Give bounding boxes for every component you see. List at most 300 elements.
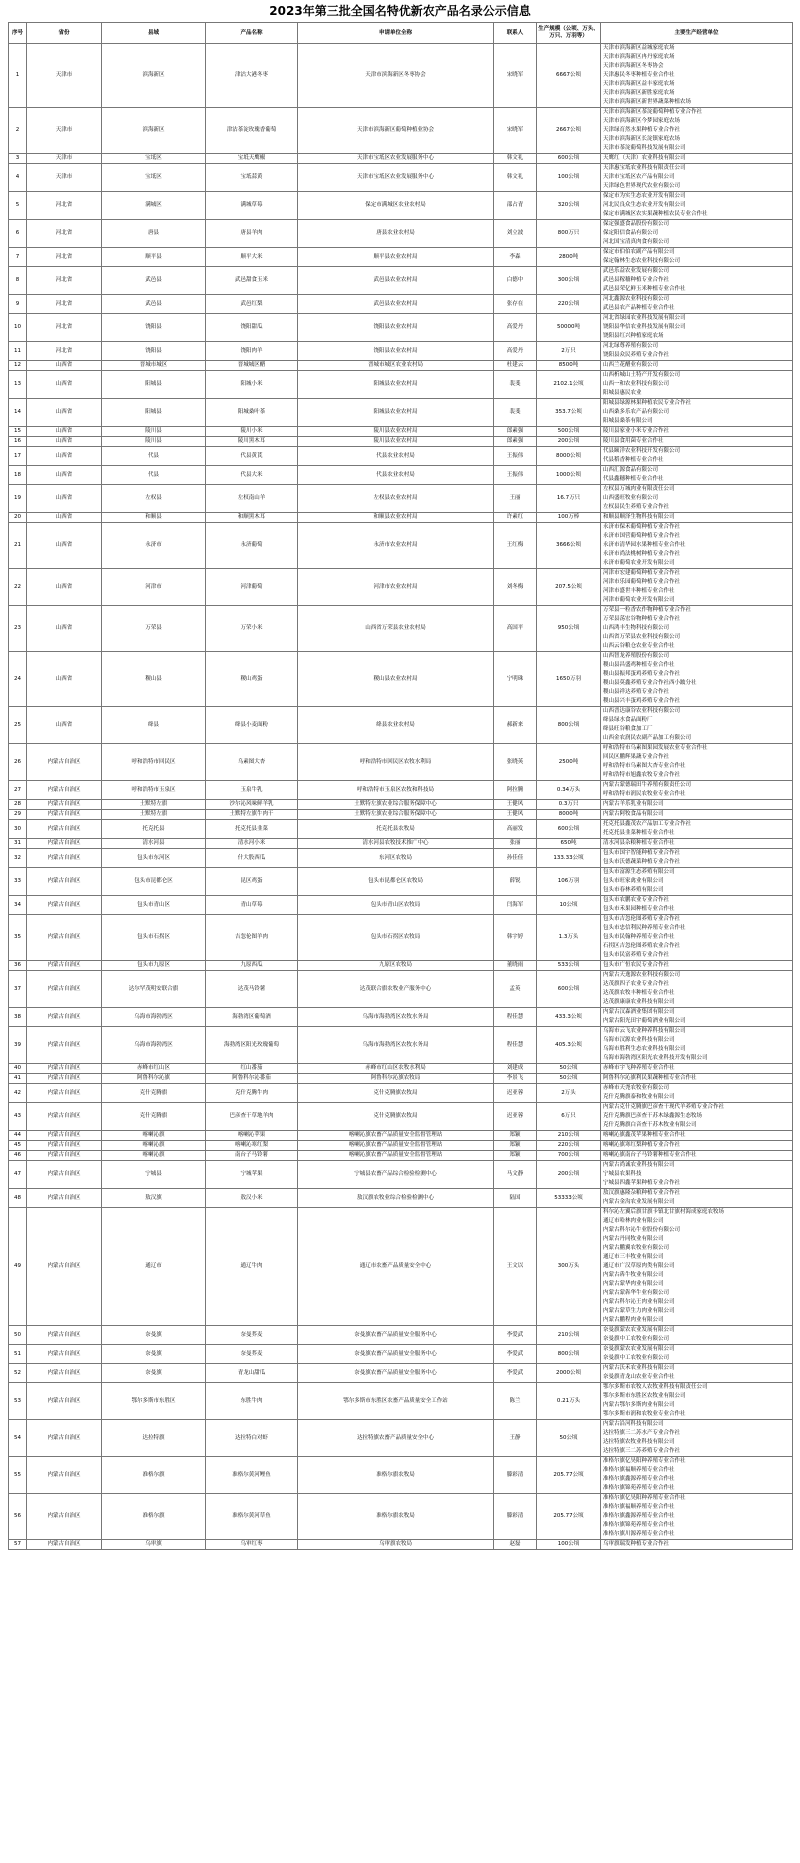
table-row bbox=[9, 606, 793, 652]
cell-scale: 8000吨 bbox=[537, 810, 601, 820]
cell-scale: 3666公顷 bbox=[537, 523, 601, 569]
cell-scale: 50000吨 bbox=[537, 314, 601, 342]
cell-units bbox=[601, 248, 793, 267]
table-row bbox=[9, 652, 793, 707]
unit-name: 内蒙古鹏翼农牧业有限公司 bbox=[603, 1245, 670, 1251]
cell-units bbox=[601, 447, 793, 466]
cell-no: 26 bbox=[9, 744, 27, 781]
cell-product: 乌审红枣 bbox=[206, 1540, 298, 1550]
cell-units bbox=[601, 267, 793, 295]
cell-county: 唐县 bbox=[102, 220, 206, 248]
cell-county: 准格尔旗 bbox=[102, 1457, 206, 1494]
unit-name: 达拉特旗三二苏养殖专业合作社 bbox=[603, 1448, 681, 1454]
cell-product: 左权南山羊 bbox=[206, 485, 298, 513]
cell-province: 内蒙古自治区 bbox=[27, 1383, 102, 1420]
table-row bbox=[9, 427, 793, 437]
cell-contact: 宁明珠 bbox=[494, 652, 537, 707]
col-header-product: 产品名称 bbox=[206, 23, 298, 44]
cell-units bbox=[601, 839, 793, 849]
col-header-county: 县域 bbox=[102, 23, 206, 44]
table-row bbox=[9, 1383, 793, 1420]
cell-province: 内蒙古自治区 bbox=[27, 1161, 102, 1189]
unit-name: 奈曼旗中工农牧业有限公司 bbox=[603, 1336, 670, 1342]
cell-product: 宝坻天鹰椒 bbox=[206, 154, 298, 164]
unit-name: 阳城县桑茶有限公司 bbox=[603, 418, 653, 424]
col-header-no: 序号 bbox=[9, 23, 27, 44]
cell-county: 永济市 bbox=[102, 523, 206, 569]
cell-product: 奈曼荞麦 bbox=[206, 1326, 298, 1345]
cell-no: 37 bbox=[9, 971, 27, 1008]
table-row bbox=[9, 810, 793, 820]
cell-province: 河北省 bbox=[27, 220, 102, 248]
cell-province: 山西省 bbox=[27, 707, 102, 744]
cell-scale: 500公顷 bbox=[537, 427, 601, 437]
cell-units bbox=[601, 1457, 793, 1494]
unit-name: 准格尔旗川源养殖专业合作社 bbox=[603, 1531, 675, 1537]
table-row bbox=[9, 1103, 793, 1131]
cell-contact: 李景飞 bbox=[494, 1074, 537, 1084]
cell-applicant: 武邑县农业农村局 bbox=[298, 267, 494, 295]
cell-product: 达茂马铃薯 bbox=[206, 971, 298, 1008]
unit-name: 左权县民生养殖专业合作社 bbox=[603, 504, 670, 510]
cell-applicant: 代县农业农村局 bbox=[298, 447, 494, 466]
cell-product: 津沽大港冬枣 bbox=[206, 44, 298, 108]
cell-no: 41 bbox=[9, 1074, 27, 1084]
unit-name: 内蒙古蒙草生力肉业有限公司 bbox=[603, 1308, 675, 1314]
cell-applicant: 土默特左旗农业综合服务保障中心 bbox=[298, 800, 494, 810]
cell-no: 56 bbox=[9, 1494, 27, 1540]
cell-contact: 程佳慧 bbox=[494, 1008, 537, 1027]
cell-province: 内蒙古自治区 bbox=[27, 1103, 102, 1131]
unit-name: 内蒙古鹏程肉业有限公司 bbox=[603, 1317, 664, 1323]
table-row bbox=[9, 896, 793, 915]
cell-no: 15 bbox=[9, 427, 27, 437]
cell-applicant: 晋城市城区农业农村局 bbox=[298, 361, 494, 371]
cell-province: 内蒙古自治区 bbox=[27, 1457, 102, 1494]
cell-county: 陵川县 bbox=[102, 437, 206, 447]
cell-county: 呼和浩特市回民区 bbox=[102, 744, 206, 781]
cell-product: 满城草莓 bbox=[206, 192, 298, 220]
cell-applicant: 奈曼旗农畜产品质量安全服务中心 bbox=[298, 1345, 494, 1364]
table-row bbox=[9, 849, 793, 868]
table-row bbox=[9, 1540, 793, 1550]
cell-no: 4 bbox=[9, 164, 27, 192]
cell-county: 饶阳县 bbox=[102, 342, 206, 361]
cell-contact: 郑颖 bbox=[494, 1131, 537, 1141]
cell-product: 晋城城区醋 bbox=[206, 361, 298, 371]
cell-applicant: 天津市滨海新区冬枣协会 bbox=[298, 44, 494, 108]
unit-name: 天津市滨海新区新胜家庭农场 bbox=[603, 90, 675, 96]
cell-province: 天津市 bbox=[27, 108, 102, 154]
cell-scale: 2500吨 bbox=[537, 744, 601, 781]
unit-name: 鄂尔多斯市东胜区农牧业有限公司 bbox=[603, 1393, 686, 1399]
cell-county: 滨海新区 bbox=[102, 44, 206, 108]
cell-product: 托克托县韭菜 bbox=[206, 820, 298, 839]
cell-product: 永济葡萄 bbox=[206, 523, 298, 569]
cell-scale: 320公顷 bbox=[537, 192, 601, 220]
cell-no: 21 bbox=[9, 523, 27, 569]
unit-name: 绛县旺谷粮食加工厂 bbox=[603, 726, 653, 732]
table-row bbox=[9, 248, 793, 267]
table-row bbox=[9, 513, 793, 523]
table-row bbox=[9, 800, 793, 810]
cell-no: 1 bbox=[9, 44, 27, 108]
cell-product: 玉泉牛乳 bbox=[206, 781, 298, 800]
unit-name: 山西析城山土特产开发有限公司 bbox=[603, 372, 681, 378]
cell-units bbox=[601, 1383, 793, 1420]
cell-county: 包头市东河区 bbox=[102, 849, 206, 868]
cell-contact: 韩宇婷 bbox=[494, 915, 537, 961]
cell-county: 喀喇沁旗 bbox=[102, 1141, 206, 1151]
cell-units bbox=[601, 466, 793, 485]
unit-name: 包头市国宇智能种植专业合作社 bbox=[603, 850, 681, 856]
cell-applicant: 稷山县农业农村局 bbox=[298, 652, 494, 707]
cell-applicant: 清水河县农牧技术推广中心 bbox=[298, 839, 494, 849]
unit-name: 永济市国营葡萄种植专业合作社 bbox=[603, 533, 681, 539]
cell-product: 喀喇沁寒红梨 bbox=[206, 1141, 298, 1151]
cell-units bbox=[601, 961, 793, 971]
cell-no: 53 bbox=[9, 1383, 27, 1420]
unit-name: 天津绿育然水果种植专业合作社 bbox=[603, 127, 681, 133]
cell-scale: 1.3万头 bbox=[537, 915, 601, 961]
cell-county: 阳城县 bbox=[102, 399, 206, 427]
cell-province: 内蒙古自治区 bbox=[27, 1131, 102, 1141]
cell-county: 绛县 bbox=[102, 707, 206, 744]
cell-scale: 2000公顷 bbox=[537, 1364, 601, 1383]
cell-units bbox=[601, 361, 793, 371]
unit-name: 稷山县祥达养殖专业合作社 bbox=[603, 689, 670, 695]
table-row bbox=[9, 523, 793, 569]
cell-contact: 高丽发 bbox=[494, 820, 537, 839]
cell-county: 滨海新区 bbox=[102, 108, 206, 154]
cell-product: 饶阳甜瓜 bbox=[206, 314, 298, 342]
cell-scale: 353.7公顷 bbox=[537, 399, 601, 427]
cell-province: 天津市 bbox=[27, 164, 102, 192]
cell-applicant: 阳城县农业农村局 bbox=[298, 371, 494, 399]
cell-units bbox=[601, 108, 793, 154]
cell-county: 清水河县 bbox=[102, 839, 206, 849]
cell-no: 6 bbox=[9, 220, 27, 248]
cell-product: 九原西瓜 bbox=[206, 961, 298, 971]
cell-product: 敖汉小米 bbox=[206, 1189, 298, 1208]
cell-product: 饶阳肉羊 bbox=[206, 342, 298, 361]
unit-name: 乌海市胜利生态农业科技有限公司 bbox=[603, 1046, 686, 1052]
unit-name: 准格尔旗鑫源养殖专业合作社 bbox=[603, 1476, 675, 1482]
unit-name: 内蒙古克什克腾旗巴彦查干现代羊养殖专业合作社 bbox=[603, 1104, 725, 1110]
cell-units bbox=[601, 781, 793, 800]
cell-units bbox=[601, 800, 793, 810]
table-row bbox=[9, 466, 793, 485]
cell-county: 满城区 bbox=[102, 192, 206, 220]
unit-name: 内蒙古丹同牧业有限公司 bbox=[603, 1236, 664, 1242]
unit-name: 内蒙古汉森酒业集团有限公司 bbox=[603, 1009, 675, 1015]
unit-name: 内蒙古蒙犇华牛业有限公司 bbox=[603, 1290, 670, 1296]
cell-scale: 200公顷 bbox=[537, 1161, 601, 1189]
table-row bbox=[9, 781, 793, 800]
cell-product: 顺平大米 bbox=[206, 248, 298, 267]
cell-applicant: 唐县农业农村局 bbox=[298, 220, 494, 248]
cell-county: 代县 bbox=[102, 447, 206, 466]
cell-scale: 200公顷 bbox=[537, 437, 601, 447]
table-row bbox=[9, 361, 793, 371]
cell-scale: 2800吨 bbox=[537, 248, 601, 267]
cell-province: 山西省 bbox=[27, 399, 102, 427]
cell-product: 什大股西瓜 bbox=[206, 849, 298, 868]
cell-province: 内蒙古自治区 bbox=[27, 820, 102, 839]
cell-applicant: 陵川县农业农村局 bbox=[298, 427, 494, 437]
cell-province: 河北省 bbox=[27, 314, 102, 342]
table-row bbox=[9, 971, 793, 1008]
unit-name: 代县稻香种植专业合作社 bbox=[603, 457, 664, 463]
cell-applicant: 土默特左旗农业综合服务保障中心 bbox=[298, 810, 494, 820]
cell-units bbox=[601, 371, 793, 399]
unit-name: 饶阳县华信农业科技发展有限公司 bbox=[603, 324, 686, 330]
cell-province: 内蒙古自治区 bbox=[27, 1208, 102, 1326]
cell-province: 内蒙古自治区 bbox=[27, 744, 102, 781]
unit-name: 永济市保禾葡萄种植专业合作社 bbox=[603, 524, 681, 530]
cell-contact: 王丽 bbox=[494, 485, 537, 513]
cell-province: 内蒙古自治区 bbox=[27, 1141, 102, 1151]
cell-scale: 106万羽 bbox=[537, 868, 601, 896]
unit-name: 达茂旗农牧丰种植专业合作社 bbox=[603, 990, 675, 996]
cell-product: 土默特左旗牛肉干 bbox=[206, 810, 298, 820]
unit-name: 呼和浩特市乌素图大杏专业合作社 bbox=[603, 763, 686, 769]
table-row bbox=[9, 220, 793, 248]
cell-contact: 高爱丹 bbox=[494, 342, 537, 361]
cell-product: 喀喇沁苹果 bbox=[206, 1131, 298, 1141]
cell-product: 代县大米 bbox=[206, 466, 298, 485]
cell-product: 绛县小麦面粉 bbox=[206, 707, 298, 744]
cell-county: 通辽市 bbox=[102, 1208, 206, 1326]
table-row bbox=[9, 961, 793, 971]
cell-units bbox=[601, 810, 793, 820]
cell-contact: 韩文礼 bbox=[494, 154, 537, 164]
unit-name: 内蒙古沿河科技有限公司 bbox=[603, 1421, 664, 1427]
cell-scale: 50公顷 bbox=[537, 1064, 601, 1074]
unit-name: 天津市宝坻区农产品有限公司 bbox=[603, 174, 675, 180]
cell-no: 57 bbox=[9, 1540, 27, 1550]
cell-product: 青龙山甜瓜 bbox=[206, 1364, 298, 1383]
table-row bbox=[9, 1345, 793, 1364]
unit-name: 包头市春林养殖有限公司 bbox=[603, 887, 664, 893]
cell-no: 35 bbox=[9, 915, 27, 961]
cell-county: 乌海市海勃湾区 bbox=[102, 1008, 206, 1027]
cell-units bbox=[601, 1420, 793, 1457]
unit-name: 阳城县绿源林果种植农民专业合作社 bbox=[603, 400, 692, 406]
unit-name: 内蒙古阳光田宇葡萄酒业有限公司 bbox=[603, 1018, 686, 1024]
table-row bbox=[9, 1141, 793, 1151]
cell-scale: 133.33公顷 bbox=[537, 849, 601, 868]
cell-contact: 王振伟 bbox=[494, 447, 537, 466]
unit-name: 代县鑫穗种植专业合作社 bbox=[603, 476, 664, 482]
unit-name: 山西一和农业科技有限公司 bbox=[603, 381, 670, 387]
cell-province: 内蒙古自治区 bbox=[27, 1189, 102, 1208]
cell-scale: 800公顷 bbox=[537, 707, 601, 744]
cell-no: 9 bbox=[9, 295, 27, 314]
table-row bbox=[9, 437, 793, 447]
unit-name: 保定强盛食品股份有限公司 bbox=[603, 221, 670, 227]
table-row bbox=[9, 839, 793, 849]
unit-name: 天津市滨海新区冬枣协会 bbox=[603, 63, 664, 69]
unit-name: 内蒙古羊乐乳业有限公司 bbox=[603, 801, 664, 807]
cell-units bbox=[601, 1208, 793, 1326]
cell-product: 沙尔沁风味鲜羊乳 bbox=[206, 800, 298, 810]
unit-name: 山西兰花醋业有限公司 bbox=[603, 362, 659, 368]
cell-product: 宁城苹果 bbox=[206, 1161, 298, 1189]
unit-name: 奈曼旗蒙农农业发展有限公司 bbox=[603, 1327, 675, 1333]
cell-applicant: 克什克腾旗农牧局 bbox=[298, 1103, 494, 1131]
unit-name: 达茂旗四子农业专业合作社 bbox=[603, 981, 670, 987]
cell-province: 山西省 bbox=[27, 606, 102, 652]
cell-product: 万荣小米 bbox=[206, 606, 298, 652]
cell-applicant: 天津市宝坻区农业发展服务中心 bbox=[298, 154, 494, 164]
cell-product: 乌素图大杏 bbox=[206, 744, 298, 781]
table-row bbox=[9, 485, 793, 513]
cell-county: 乌海市海勃湾区 bbox=[102, 1027, 206, 1064]
cell-applicant: 通辽市农畜产品质量安全中心 bbox=[298, 1208, 494, 1326]
unit-name: 保定市伯伯农副产品有限公司 bbox=[603, 249, 675, 255]
col-header-applicant: 申请单位全称 bbox=[298, 23, 494, 44]
cell-county: 奈曼旗 bbox=[102, 1345, 206, 1364]
cell-province: 河北省 bbox=[27, 295, 102, 314]
cell-province: 天津市 bbox=[27, 154, 102, 164]
unit-name: 包头市吉忽伦图养殖专业合作社 bbox=[603, 916, 681, 922]
cell-province: 河北省 bbox=[27, 192, 102, 220]
cell-product: 昆区鸡蛋 bbox=[206, 868, 298, 896]
cell-contact: 张存在 bbox=[494, 295, 537, 314]
cell-province: 内蒙古自治区 bbox=[27, 915, 102, 961]
cell-units bbox=[601, 1141, 793, 1151]
unit-name: 内蒙古蒙华肉业有限公司 bbox=[603, 1281, 664, 1287]
cell-no: 18 bbox=[9, 466, 27, 485]
cell-units bbox=[601, 1540, 793, 1550]
cell-county: 万荣县 bbox=[102, 606, 206, 652]
cell-contact: 郑颖 bbox=[494, 1151, 537, 1161]
cell-product: 巴彦查干草地羊肉 bbox=[206, 1103, 298, 1131]
cell-units bbox=[601, 437, 793, 447]
cell-scale: 16.7万只 bbox=[537, 485, 601, 513]
cell-applicant: 东河区农牧局 bbox=[298, 849, 494, 868]
unit-name: 河津市乐园葡萄种植专业合作社 bbox=[603, 579, 681, 585]
cell-contact: 李森 bbox=[494, 248, 537, 267]
table-header-row bbox=[9, 23, 793, 44]
cell-units bbox=[601, 652, 793, 707]
table-row bbox=[9, 1364, 793, 1383]
cell-no: 54 bbox=[9, 1420, 27, 1457]
cell-product: 陵川黑木耳 bbox=[206, 437, 298, 447]
cell-units bbox=[601, 1027, 793, 1064]
cell-county: 河津市 bbox=[102, 569, 206, 606]
cell-county: 呼和浩特市玉泉区 bbox=[102, 781, 206, 800]
cell-units bbox=[601, 523, 793, 569]
unit-name: 奈曼旗中工农牧业有限公司 bbox=[603, 1355, 670, 1361]
unit-name: 天津市滨海新区茶淀葡萄种植专业合作社 bbox=[603, 109, 703, 115]
cell-county: 包头市九原区 bbox=[102, 961, 206, 971]
cell-no: 16 bbox=[9, 437, 27, 447]
cell-product: 阳城桑叶茶 bbox=[206, 399, 298, 427]
unit-name: 喀喇沁旗寒红梨种植专业合作社 bbox=[603, 1142, 681, 1148]
cell-no: 5 bbox=[9, 192, 27, 220]
cell-no: 25 bbox=[9, 707, 27, 744]
unit-name: 乌审旗瑞发种植专业合作社 bbox=[603, 1541, 670, 1547]
cell-county: 奈曼旗 bbox=[102, 1364, 206, 1383]
unit-name: 阳城县惠民农业 bbox=[603, 390, 642, 396]
unit-name: 托克托县韭菜种植专业合作社 bbox=[603, 830, 675, 836]
cell-scale: 300万头 bbox=[537, 1208, 601, 1326]
table-row bbox=[9, 1326, 793, 1345]
table-row bbox=[9, 1161, 793, 1189]
cell-no: 28 bbox=[9, 800, 27, 810]
cell-units bbox=[601, 1494, 793, 1540]
cell-units bbox=[601, 44, 793, 108]
unit-name: 饶阳县众民养殖专业合作社 bbox=[603, 352, 670, 358]
unit-name: 武邑乐益农业发展有限公司 bbox=[603, 268, 670, 274]
unit-name: 武邑县稼穑种植专业合作社 bbox=[603, 277, 670, 283]
cell-product: 达拉特白对虾 bbox=[206, 1420, 298, 1457]
cell-applicant: 代县农业农村局 bbox=[298, 466, 494, 485]
unit-name: 稷山县振邦蛋鸡养殖专业合作社 bbox=[603, 671, 681, 677]
unit-name: 山西鸿丰生物科技有限公司 bbox=[603, 625, 670, 631]
cell-no: 8 bbox=[9, 267, 27, 295]
cell-units bbox=[601, 820, 793, 839]
cell-no: 30 bbox=[9, 820, 27, 839]
cell-province: 山西省 bbox=[27, 371, 102, 399]
cell-scale: 800公顷 bbox=[537, 1345, 601, 1364]
unit-name: 克什克腾旗巴彦查干苏木绿鑫源生态牧场 bbox=[603, 1113, 703, 1119]
cell-county: 土默特左旗 bbox=[102, 810, 206, 820]
cell-applicant: 天津市滨海新区葡萄种植业协会 bbox=[298, 108, 494, 154]
cell-applicant: 保定市满城区农业农村局 bbox=[298, 192, 494, 220]
cell-contact: 马文静 bbox=[494, 1161, 537, 1189]
cell-no: 46 bbox=[9, 1151, 27, 1161]
cell-applicant: 准格尔旗农牧局 bbox=[298, 1494, 494, 1540]
unit-name: 山西桑多乐农产品有限公司 bbox=[603, 409, 670, 415]
cell-scale: 950公顷 bbox=[537, 606, 601, 652]
cell-contact: 裴斐 bbox=[494, 399, 537, 427]
cell-scale: 207.5公顷 bbox=[537, 569, 601, 606]
cell-applicant: 喀喇沁旗农畜产品质量安全监督管理站 bbox=[298, 1151, 494, 1161]
unit-name: 包头市广恒农民专业合作社 bbox=[603, 962, 670, 968]
cell-province: 内蒙古自治区 bbox=[27, 1420, 102, 1457]
cell-county: 乌审旗 bbox=[102, 1540, 206, 1550]
cell-contact: 杜建云 bbox=[494, 361, 537, 371]
cell-contact: 李爱武 bbox=[494, 1326, 537, 1345]
cell-contact: 韩文礼 bbox=[494, 164, 537, 192]
table-row bbox=[9, 399, 793, 427]
cell-units bbox=[601, 868, 793, 896]
cell-contact: 赵磊 bbox=[494, 1540, 537, 1550]
cell-applicant: 达拉特旗农畜产品质量安全中心 bbox=[298, 1420, 494, 1457]
cell-scale: 2万头 bbox=[537, 1084, 601, 1103]
cell-scale: 0.34万头 bbox=[537, 781, 601, 800]
cell-no: 40 bbox=[9, 1064, 27, 1074]
cell-county: 奈曼旗 bbox=[102, 1326, 206, 1345]
cell-product: 稷山鸡蛋 bbox=[206, 652, 298, 707]
cell-county: 陵川县 bbox=[102, 427, 206, 437]
cell-no: 49 bbox=[9, 1208, 27, 1326]
cell-county: 阳城县 bbox=[102, 371, 206, 399]
cell-province: 内蒙古自治区 bbox=[27, 1084, 102, 1103]
cell-product: 武邑红梨 bbox=[206, 295, 298, 314]
cell-no: 36 bbox=[9, 961, 27, 971]
cell-applicant: 和顺县农业农村局 bbox=[298, 513, 494, 523]
cell-scale: 1000公顷 bbox=[537, 466, 601, 485]
table-row bbox=[9, 1027, 793, 1064]
cell-applicant: 奈曼旗农畜产品质量安全服务中心 bbox=[298, 1364, 494, 1383]
cell-province: 河北省 bbox=[27, 267, 102, 295]
cell-units bbox=[601, 1008, 793, 1027]
cell-contact: 闫海军 bbox=[494, 896, 537, 915]
